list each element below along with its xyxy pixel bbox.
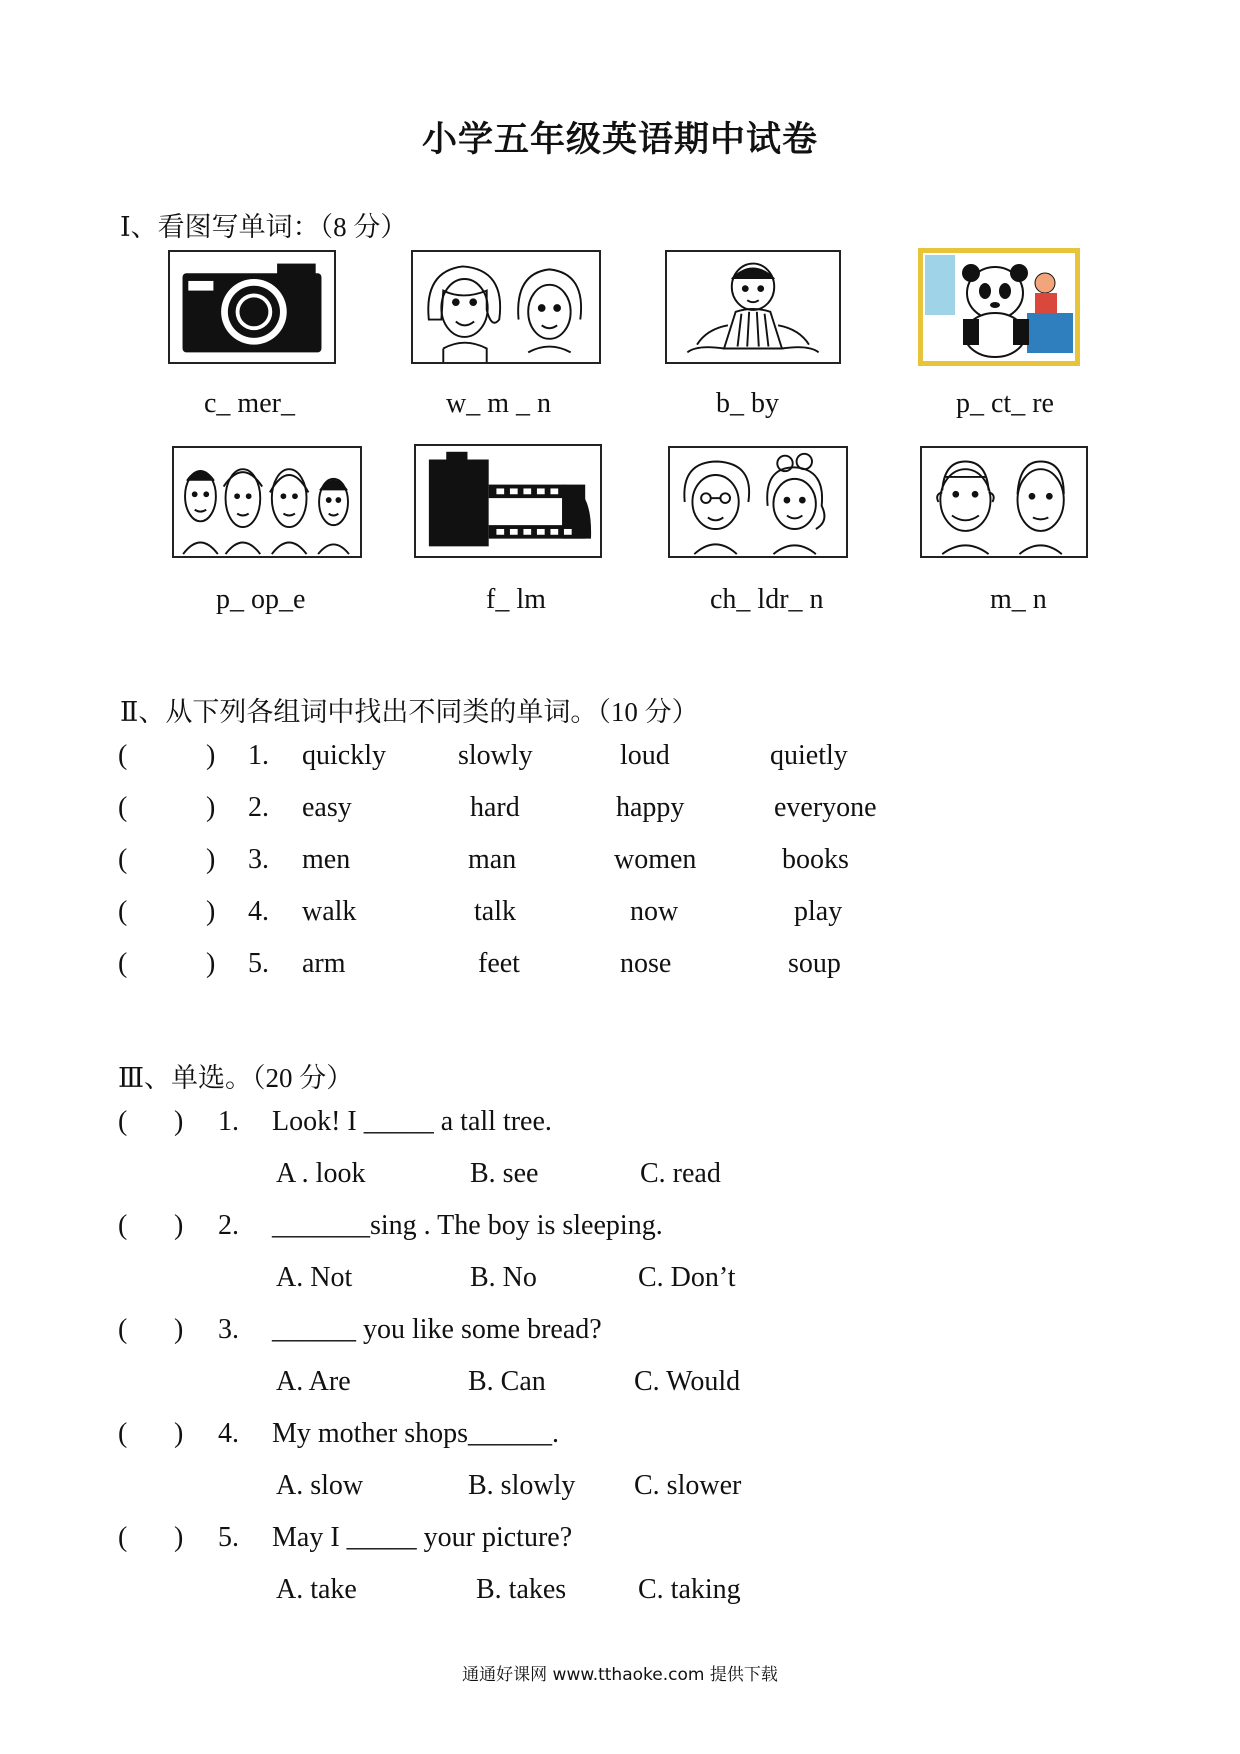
question-number: 5. [218, 1522, 239, 1553]
caption-5: p_ op_e [216, 584, 306, 615]
word: talk [474, 896, 516, 927]
answer-paren-open: ( [118, 896, 128, 927]
option-a: A. take [276, 1574, 357, 1605]
caption-2: w_ m _ n [446, 388, 551, 419]
word: women [614, 844, 697, 875]
baby-icon [665, 250, 841, 364]
answer-paren-close: ) [206, 792, 216, 823]
option-b: B. see [470, 1158, 539, 1189]
word: quietly [770, 740, 848, 771]
word: play [794, 896, 843, 927]
word: happy [616, 792, 685, 823]
film-icon [414, 444, 602, 558]
caption-8: m_ n [990, 584, 1047, 615]
caption-1: c_ mer_ [204, 388, 295, 419]
answer-paren-open: ( [118, 792, 128, 823]
word: easy [302, 792, 352, 823]
answer-paren-open: ( [118, 1210, 128, 1241]
option-c: C. Don’t [638, 1262, 736, 1293]
section-1-heading: Ⅰ、看图写单词：（8 分） [120, 212, 408, 242]
answer-paren-close: ) [206, 740, 216, 771]
answer-paren-open: ( [118, 740, 128, 771]
answer-paren-open: ( [118, 1522, 128, 1553]
camera-icon [168, 250, 336, 364]
word: quickly [302, 740, 386, 771]
people-icon [172, 446, 362, 558]
question-number: 1. [218, 1106, 239, 1137]
word: walk [302, 896, 357, 927]
caption-4: p_ ct_ re [956, 388, 1054, 419]
caption-6: f_ lm [486, 584, 546, 615]
answer-paren-close: ) [174, 1522, 184, 1553]
question-number: 3. [218, 1314, 239, 1345]
item-number: 4. [248, 896, 269, 927]
page-title: 小学五年级英语期中试卷 [421, 120, 818, 160]
men-icon [920, 446, 1088, 558]
answer-paren-open: ( [118, 948, 128, 979]
question-text: May I _____ your picture? [272, 1522, 573, 1553]
question-number: 4. [218, 1418, 239, 1449]
answer-paren-open: ( [118, 844, 128, 875]
answer-paren-close: ) [206, 844, 216, 875]
footer-text: 通通好课网 www.tthaoke.com 提供下载 [462, 1665, 778, 1685]
answer-paren-close: ) [206, 896, 216, 927]
option-c: C. taking [638, 1574, 741, 1605]
item-number: 5. [248, 948, 269, 979]
option-b: B. takes [476, 1574, 567, 1605]
caption-3: b_ by [716, 388, 779, 419]
word: slowly [458, 740, 533, 771]
question-text: ______ you like some bread? [272, 1314, 602, 1345]
answer-paren-close: ) [174, 1418, 184, 1449]
word: man [468, 844, 517, 875]
word: loud [620, 740, 670, 771]
children-icon [668, 446, 848, 558]
option-a: A. slow [276, 1470, 364, 1501]
option-b: B. slowly [468, 1470, 576, 1501]
answer-paren-open: ( [118, 1418, 128, 1449]
answer-paren-close: ) [206, 948, 216, 979]
word: arm [302, 948, 346, 979]
word: books [782, 844, 849, 875]
question-text: _______sing . The boy is sleeping. [272, 1210, 663, 1241]
option-c: C. slower [634, 1470, 742, 1501]
section-3-heading: Ⅲ、单选。（20 分） [118, 1063, 354, 1093]
option-b: B. No [470, 1262, 537, 1293]
picture-icon [918, 248, 1080, 366]
option-b: B. Can [468, 1366, 546, 1397]
question-number: 2. [218, 1210, 239, 1241]
option-c: C. Would [634, 1366, 741, 1397]
women-icon [411, 250, 601, 364]
word: everyone [774, 792, 877, 823]
item-number: 3. [248, 844, 269, 875]
option-a: A . look [276, 1158, 366, 1189]
option-a: A. Not [276, 1262, 353, 1293]
question-text: Look! I _____ a tall tree. [272, 1106, 552, 1137]
caption-7: ch_ ldr_ n [710, 584, 824, 615]
answer-paren-open: ( [118, 1106, 128, 1137]
word: men [302, 844, 351, 875]
item-number: 1. [248, 740, 269, 771]
word: now [630, 896, 679, 927]
item-number: 2. [248, 792, 269, 823]
answer-paren-close: ) [174, 1210, 184, 1241]
answer-paren-close: ) [174, 1106, 184, 1137]
option-c: C. read [640, 1158, 721, 1189]
word: soup [788, 948, 841, 979]
section-2-heading: Ⅱ、从下列各组词中找出不同类的单词。（10 分） [120, 697, 699, 727]
word: nose [620, 948, 672, 979]
answer-paren-open: ( [118, 1314, 128, 1345]
option-a: A. Are [276, 1366, 351, 1397]
word: hard [470, 792, 520, 823]
question-text: My mother shops______. [272, 1418, 559, 1449]
answer-paren-close: ) [174, 1314, 184, 1345]
word: feet [478, 948, 520, 979]
